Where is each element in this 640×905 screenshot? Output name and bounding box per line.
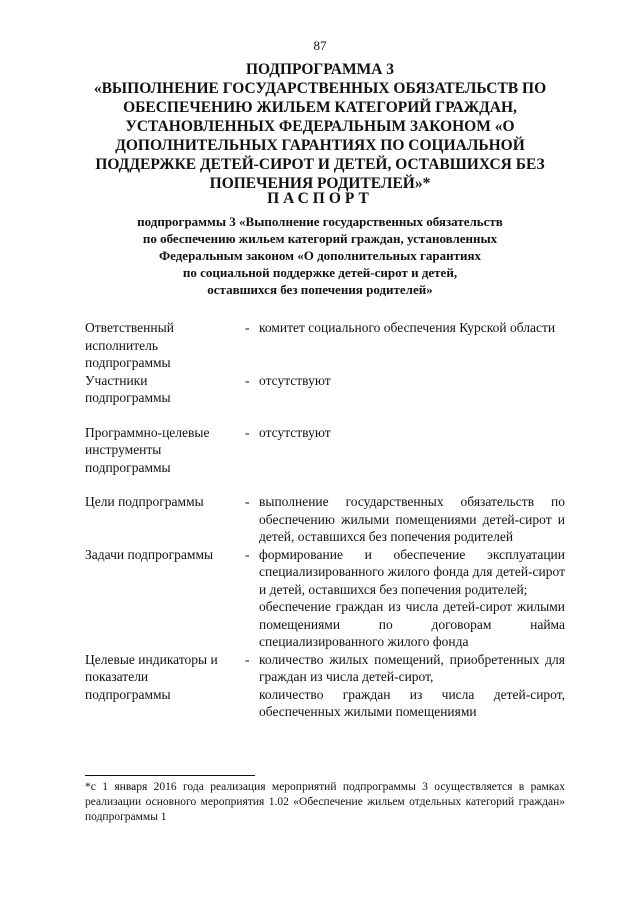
row-label-line: Ответственный [85, 320, 174, 335]
row-value [259, 372, 565, 407]
subprogram-title-line: ПОДПРОГРАММА 3 [245, 61, 395, 78]
passport-subtitle-line: подпрограммы 3 «Выполнение государственных обязательств [137, 214, 503, 229]
row-label-line: подпрограммы [85, 686, 171, 702]
row-spacer [85, 476, 565, 493]
passport-row-participants [85, 372, 565, 407]
row-label-line: подпрограммы [85, 355, 171, 370]
passport-heading: ПАСПОРТ [267, 190, 373, 207]
row-value [259, 651, 565, 721]
passport-row-responsible [85, 319, 565, 372]
row-value-paragraph: обеспечение граждан из числа детей-сирот жилыми помещениями по договорам найма специализированного жилого фонда [259, 599, 565, 649]
row-label-line: Задачи подпрограммы [85, 546, 214, 562]
passport-row-tasks [85, 546, 565, 651]
row-value-paragraph: комитет социального обеспечения Курской области [259, 320, 556, 335]
passport-subtitle [70, 213, 570, 298]
row-value-paragraph: выполнение государственных обязательств по обеспечению жилыми помещениями детей-сирот и детей, оставшихся без попечения родителей [259, 494, 565, 544]
row-label-line: показатели [85, 669, 149, 684]
row-value-paragraph: отсутствуют [259, 424, 331, 440]
row-dash: - [245, 320, 250, 335]
row-dash: - [245, 372, 250, 388]
row-label [85, 493, 245, 546]
row-label [85, 546, 245, 651]
row-label [85, 651, 245, 721]
row-label-line: Целевые индикаторы и [85, 651, 218, 667]
row-spacer [85, 407, 565, 424]
passport-row-instruments [85, 424, 565, 477]
footnote-divider [85, 775, 255, 776]
row-value [259, 493, 565, 546]
row-dash: - [245, 494, 250, 509]
row-label-line: подпрограммы [85, 390, 171, 405]
row-value-paragraph: формирование и обеспечение эксплуатации специализированного жилого фонда для детей-сирот и детей, оставшихся без попечения родителей; [259, 546, 565, 597]
row-label-line: Участники [85, 372, 148, 388]
passport-row-indicators [85, 651, 565, 721]
passport-table [85, 319, 565, 721]
row-value-paragraph: количество жилых помещений, приобретенных для граждан из числа детей-сирот, [259, 651, 565, 684]
row-dash: - [245, 651, 250, 667]
row-label-line: Цели подпрограммы [85, 494, 204, 509]
footnote: *с 1 января 2016 года реализация мероприятий подпрограммы 3 осуществляется в рамках реализации основного мероприятия 1.02 «Обеспечение жильем отдельных категорий граждан» подпрограммы 1 [85, 781, 565, 823]
row-value [259, 319, 565, 372]
subprogram-title-line: ПОПЕЧЕНИЯ РОДИТЕЛЕЙ»* [209, 175, 431, 192]
passport-subtitle-line: оставшихся без попечения родителей» [207, 282, 433, 297]
passport-subtitle-line: Федеральным законом «О дополнительных гарантиях [158, 248, 482, 263]
row-dash: - [245, 546, 250, 562]
row-value-paragraph: количество граждан из числа детей-сирот, обеспеченных жилыми помещениями [259, 686, 565, 719]
subprogram-title-line: ДОПОЛНИТЕЛЬНЫХ ГАРАНТИЯХ ПО СОЦИАЛЬНОЙ [115, 137, 525, 154]
row-value [259, 546, 565, 651]
subprogram-title-line: УСТАНОВЛЕННЫХ ФЕДЕРАЛЬНЫМ ЗАКОНОМ «О [125, 118, 515, 135]
passport-subtitle-line: по социальной поддержке детей-сирот и детей, [182, 265, 458, 280]
row-value [259, 424, 565, 477]
row-label-line: подпрограммы [85, 459, 171, 475]
row-label-line: Программно-целевые [85, 424, 210, 440]
row-label [85, 424, 245, 477]
row-label [85, 372, 245, 407]
row-value-paragraph: отсутствуют [259, 372, 331, 388]
subprogram-title-line: ПОДДЕРЖКЕ ДЕТЕЙ-СИРОТ И ДЕТЕЙ, ОСТАВШИХСЯ БЕЗ [95, 156, 545, 173]
page-number: 87 [313, 38, 327, 53]
subprogram-title-line: ОБЕСПЕЧЕНИЮ ЖИЛЬЕМ КАТЕГОРИЙ ГРАЖДАН, [123, 99, 517, 116]
passport-subtitle-line: по обеспечению жильем категорий граждан, установленных [142, 231, 498, 246]
row-label [85, 319, 245, 372]
subprogram-title-line: «ВЫПОЛНЕНИЕ ГОСУДАРСТВЕННЫХ ОБЯЗАТЕЛЬСТВ ПО [93, 80, 547, 97]
passport-row-goals [85, 493, 565, 546]
subprogram-title [70, 60, 570, 193]
row-dash: - [245, 424, 250, 440]
row-label-line: исполнитель [85, 337, 158, 353]
row-label-line: инструменты [85, 442, 162, 457]
